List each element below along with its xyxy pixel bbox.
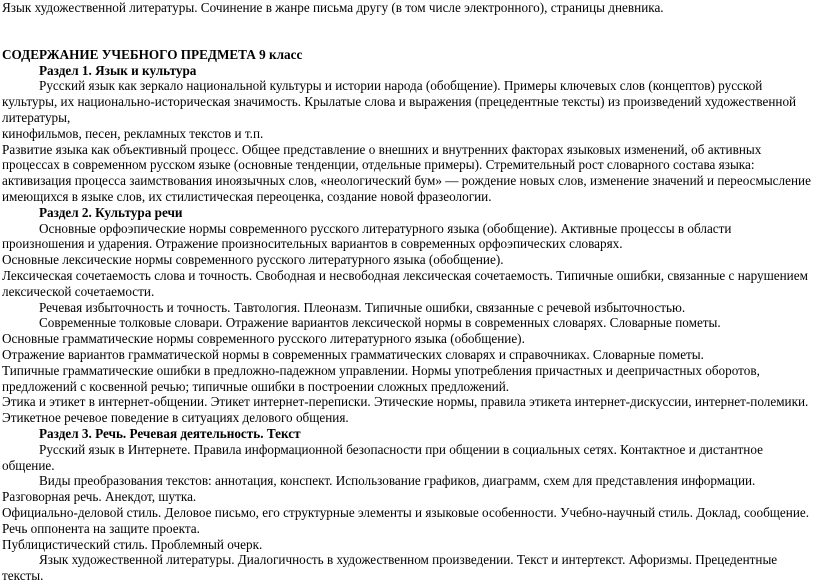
section-2-paragraph: Отражение вариантов грамматической нормы в современных грамматических словарях и справочниках. Словарные пометы.: [2, 346, 704, 362]
section-1-paragraph: Развитие языка как объективный процесс. Общее представление о внешних и внутренних факторах языковых изменений, об активных процессах в современном русском языке (основные тенденции, отдельные примеры). Стремительный рост словарного состава языка: активизация процесса заимствования иноязычных слов, «неологический бум» — рождение новых слов, изменение значений и переосмысление имеющихся в языке слов, их стилистическая переоценка, создание новой фразеологии.: [2, 141, 811, 204]
section-2-paragraph: Современные толковые словари. Отражение вариантов лексической нормы в современных словарях. Словарные пометы.: [39, 315, 721, 331]
section-2-paragraph: Этика и этикет в интернет-общении. Этикет интернет-переписки. Этические нормы, правила этикета интернет-дискуссии, интернет-полемики. Этикетное речевое поведение в ситуациях делового общения.: [2, 394, 809, 426]
section-2-paragraph: Речевая избыточность и точность. Тавтология. Плеоназм. Типичные ошибки, связанные с речевой избыточностью.: [39, 299, 686, 315]
section-1-paragraph: Русский язык как зеркало национальной культуры и истории народа (обобщение). Примеры ключевых слов (концептов) русской культуры, их национально-историческая значимость. Крылатые слова и выражения (прецедентные тексты) из произведений художественной литературы,: [2, 78, 797, 125]
section-3-paragraph: Разговорная речь. Анекдот, шутка.: [2, 489, 197, 505]
section-2-paragraph: Типичные грамматические ошибки в предложно-падежном управлении. Нормы употребления причастных и деепричастных оборотов, предложений с косвенной речью; типичные ошибки в построении сложных предложений.: [2, 362, 760, 394]
content-heading: СОДЕРЖАНИЕ УЧЕБНОГО ПРЕДМЕТА 9 класс: [2, 46, 303, 62]
section-1-title: Раздел 1. Язык и культура: [39, 62, 197, 78]
intro-line: Язык художественной литературы. Сочинение в жанре письма другу (в том числе электронного), страницы дневника.: [2, 0, 664, 15]
section-2-paragraph: Основные орфоэпические нормы современного русского литературного языка (обобщение). Активные процессы в области произношения и ударения. Отражение произносительных вариантов в современных орфоэпических словарях.: [2, 220, 732, 252]
section-2-title: Раздел 2. Культура речи: [39, 204, 183, 220]
section-2-paragraph: Основные грамматические нормы современного русского литературного языка (обобщение).: [2, 331, 525, 347]
section-3-paragraph: Русский язык в Интернете. Правила информационной безопасности при общении в социальных сетях. Контактное и дистантное общение.: [2, 441, 763, 473]
section-3-paragraph: Официально-деловой стиль. Деловое письмо, его структурные элементы и языковые особенности. Учебно-научный стиль. Доклад, сообщение. Речь оппонента на защите проекта.: [2, 504, 810, 536]
section-1-paragraph: кинофильмов, песен, рекламных текстов и т.п.: [2, 125, 264, 141]
section-3-paragraph: Публицистический стиль. Проблемный очерк.: [2, 536, 263, 552]
section-2-paragraph: Основные лексические нормы современного русского литературного языка (обобщение).: [2, 252, 504, 268]
section-3-title: Раздел 3. Речь. Речевая деятельность. Текст: [39, 425, 301, 441]
section-3-paragraph: Язык художественной литературы. Диалогичность в художественном произведении. Текст и интертекст. Афоризмы. Прецедентные тексты.: [2, 552, 778, 584]
blank-gap: [2, 16, 814, 47]
section-2-paragraph: Лексическая сочетаемость слова и точность. Свободная и несвободная лексическая сочетаемость. Типичные ошибки, связанные с нарушением лексической сочетаемости.: [2, 267, 808, 299]
section-3-paragraph: Виды преобразования текстов: аннотация, конспект. Использование графиков, диаграмм, схем для представления информации.: [39, 473, 756, 489]
